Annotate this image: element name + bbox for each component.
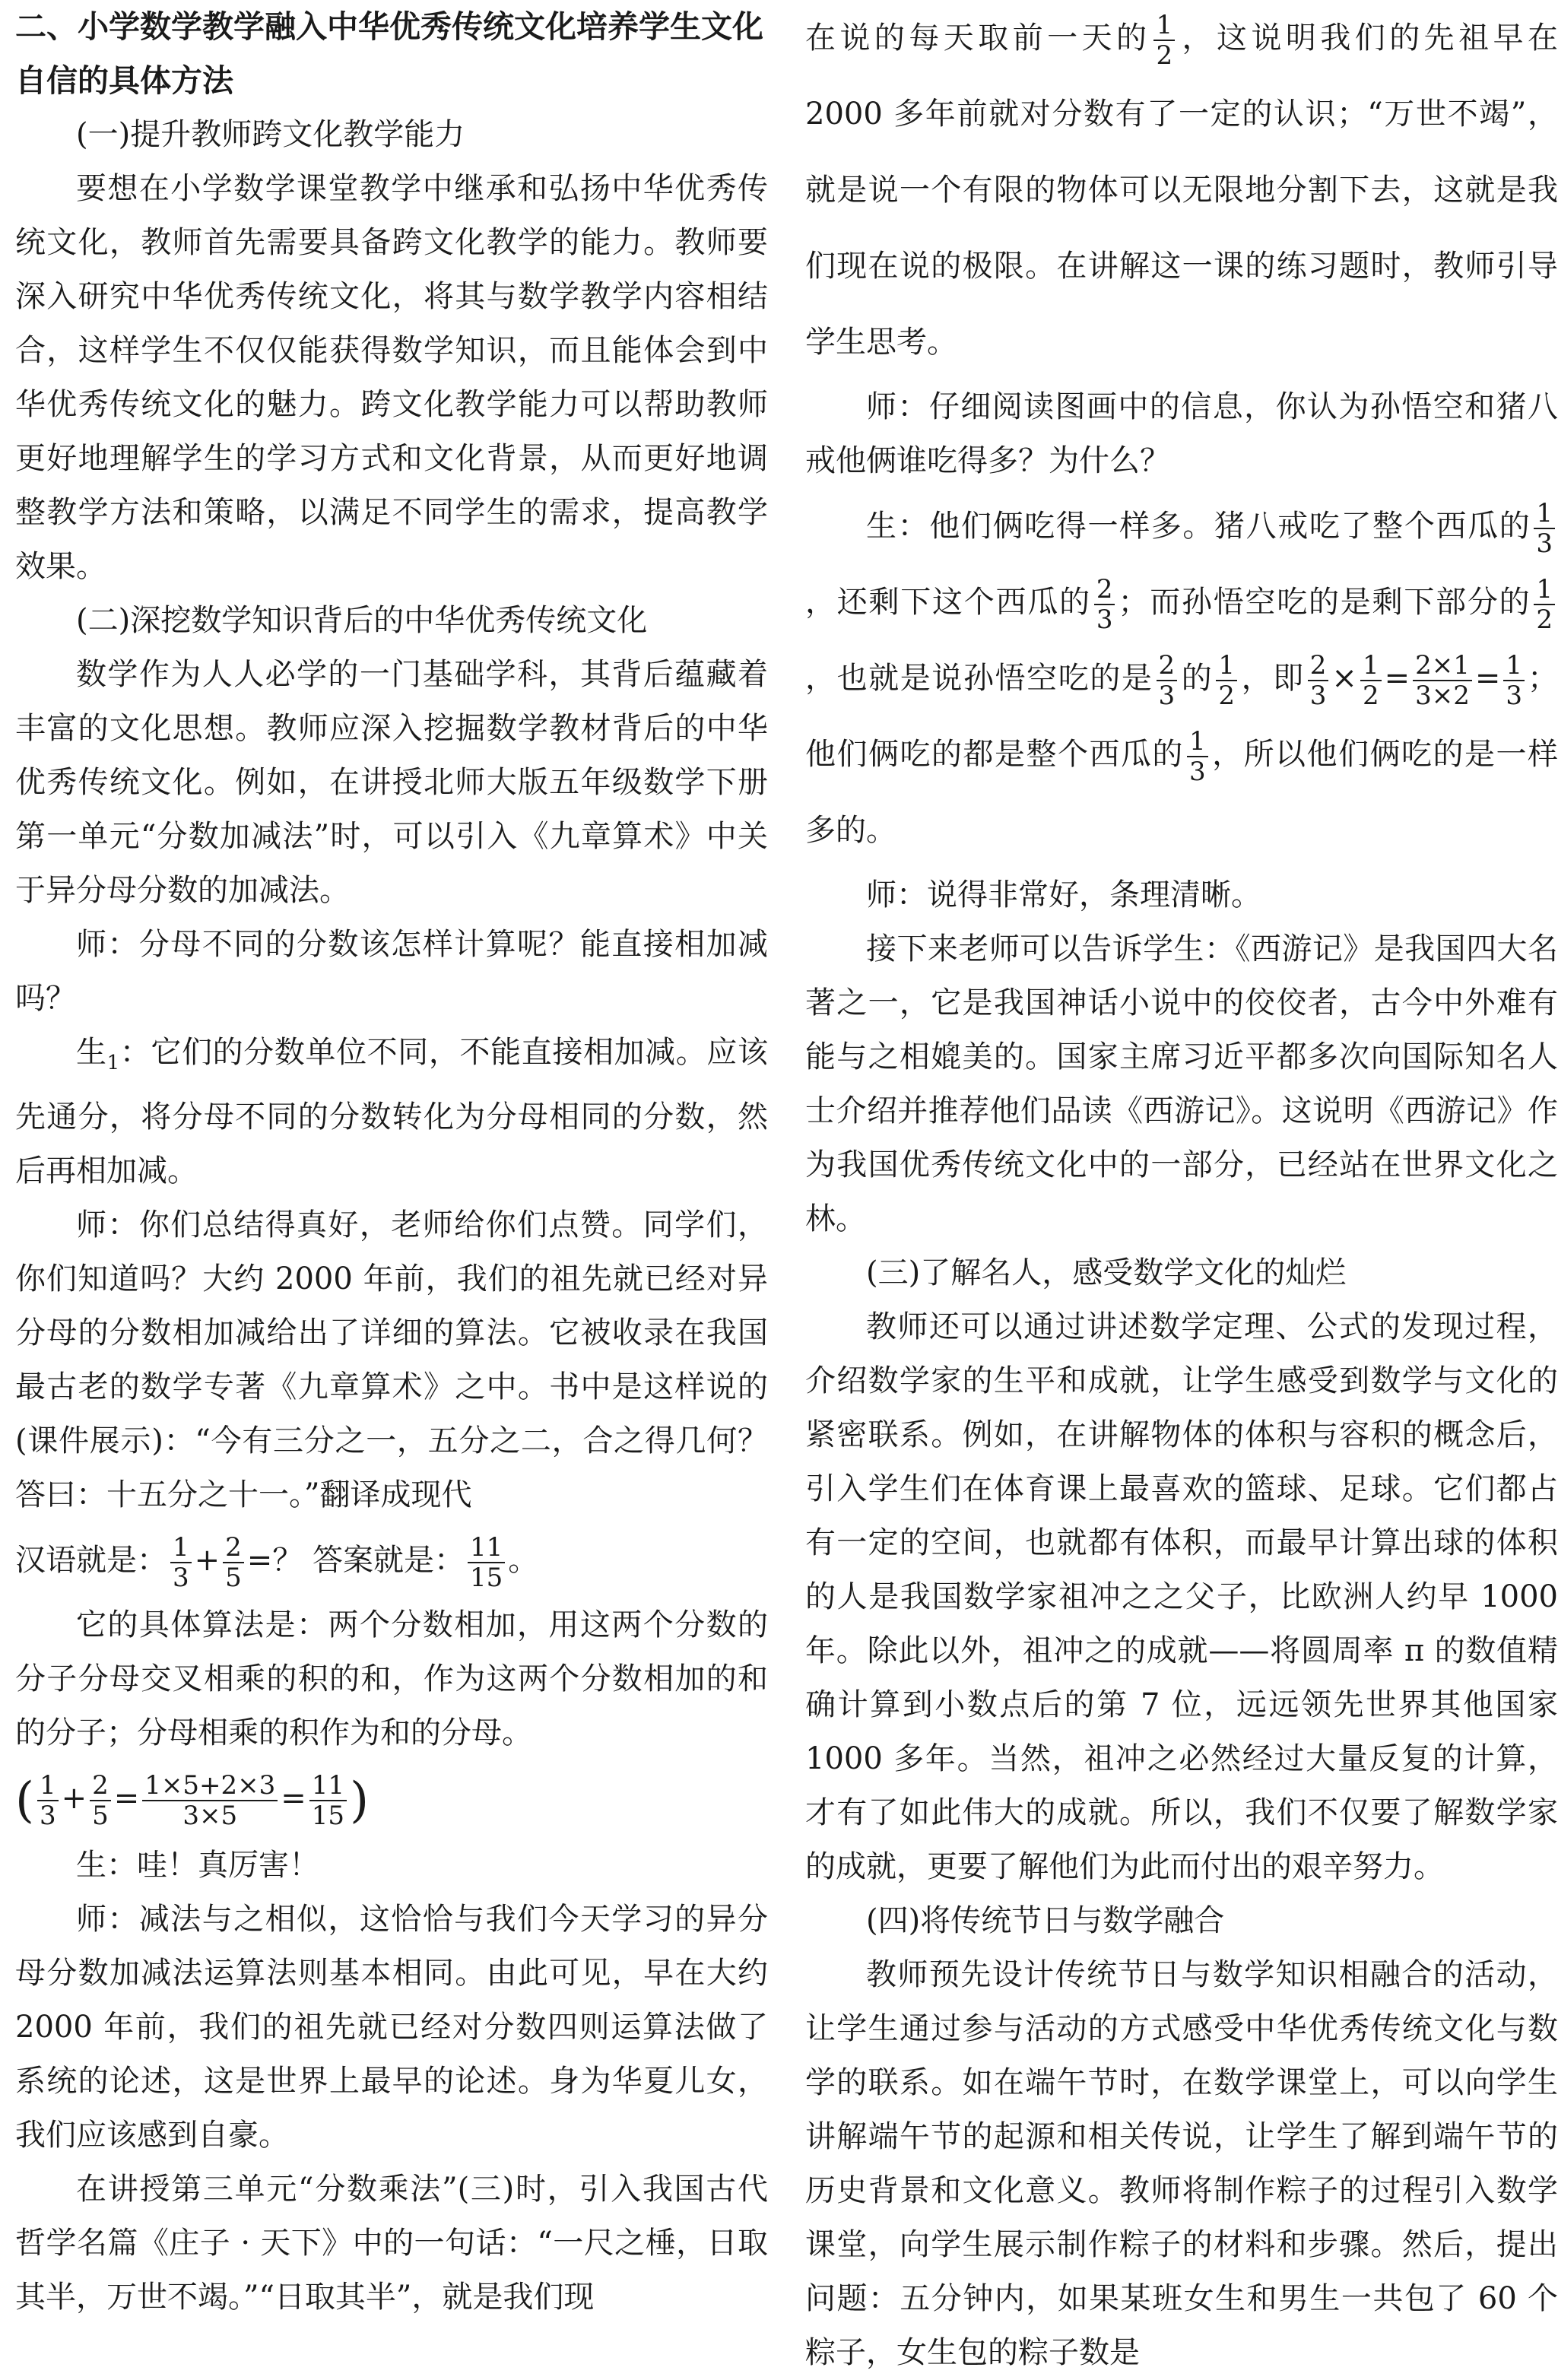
denominator: 3 (1506, 681, 1523, 711)
fraction-1-2 (1360, 651, 1382, 710)
denominator: 15 (311, 1801, 345, 1831)
dialogue-teacher: 师：说得非常好，条理清晰。 (866, 877, 1261, 912)
plus-sign: + (194, 1543, 221, 1578)
fraction-1-3 (1503, 651, 1525, 710)
denominator: 3 (1096, 605, 1113, 635)
numerator: 1 (1216, 651, 1237, 681)
numerator: 2 (1094, 575, 1115, 605)
plus-sign: + (61, 1781, 87, 1816)
fraction-2-3 (1094, 575, 1115, 634)
inline-text: 分的 (1467, 585, 1531, 620)
inline-text: 在说的每天取前一天的 (805, 21, 1151, 56)
dialogue-teacher: 师：减法与之相似，这恰恰与我们今天学习的异分母分数加减法运算法则基本相同。由此可见，早在大约 2000 年前，我们的祖先就已经对分数四则运算法做了系统的论述，这是世界上最早的论述。身为华夏儿女，我们应该感到自豪。 (15, 1902, 768, 2153)
numerator: 2 (1308, 651, 1329, 681)
inline-text: 生：他们俩吃得一样多。猪八戒吃了整个西瓜 (866, 509, 1499, 544)
numerator: 2 (223, 1533, 244, 1563)
subsection-title-1: (一)提升教师跨文化教学能力 (76, 117, 465, 152)
inline-text: ，还剩下这个西瓜的 (805, 585, 1091, 620)
fraction-2-5 (90, 1771, 111, 1830)
dialogue-student (15, 1026, 768, 1198)
paragraph-continued (805, 0, 1558, 380)
numerator: 1 (170, 1533, 192, 1563)
fraction-1-3 (1534, 499, 1555, 558)
dialogue-student (805, 488, 1558, 868)
paren-close: ) (350, 1772, 370, 1829)
denominator: 5 (225, 1563, 242, 1593)
fraction-1-2 (1153, 11, 1175, 70)
denominator: 3 (173, 1563, 189, 1593)
equals-sign: = (113, 1781, 140, 1816)
equals-sign: = (281, 1781, 306, 1816)
paragraph: 接下来老师可以告诉学生：《西游记》是我国四大名著之一，它是我国神话小说中的佼佼者，古今中外难有能与之相媲美的。国家主席习近平都多次向国际知名人士介绍并推荐他们品读《西游记》。这说明《西游记》作为我国优秀传统文化中的一部分，已经站在世界文化之林。 (805, 931, 1558, 1236)
dialogue-teacher: 师：仔细阅读图画中的信息，你认为孙悟空和猪八戒他俩谁吃得多？为什么？ (805, 389, 1558, 478)
paren-open: ( (15, 1772, 34, 1829)
fraction-2-3 (1157, 651, 1178, 710)
denominator: 3 (1309, 681, 1327, 711)
fraction-1-2 (1216, 651, 1237, 710)
inline-text: ，也就是说孙悟空吃的是 (805, 661, 1153, 696)
denominator: 3 (1188, 757, 1206, 787)
times-sign: × (1331, 661, 1357, 696)
inline-text: 汉语就是： (15, 1543, 167, 1578)
inline-text: =？ 答案就是： (246, 1543, 465, 1578)
fraction-1-2 (1534, 575, 1555, 634)
fraction-2-3 (1308, 651, 1329, 710)
numerator: 1 (1153, 11, 1175, 41)
numerator: 2 (90, 1771, 111, 1801)
dialogue-student: 生：哇！真厉害！ (76, 1848, 319, 1883)
subsection-title-4: (四)将传统节日与数学融合 (866, 1903, 1225, 1938)
paragraph: 在讲授第三单元“分数乘法”(三)时，引入我国古代哲学名篇《庄子 · 天下》中的一句话：“一尺之棰，日取其半，万世不竭。”“日取其半”，就是我们现 (15, 2172, 768, 2315)
fraction-line (15, 1522, 768, 1598)
right-column (805, 0, 1558, 2380)
denominator: 15 (470, 1563, 503, 1593)
denominator: 3×5 (182, 1801, 238, 1831)
inline-text: ，即 (1240, 661, 1305, 696)
numerator: 1 (1187, 727, 1208, 757)
paragraph: 要想在小学数学课堂教学中继承和弘扬中华优秀传统文化，教师首先需要具备跨文化教学的能力。教师要深入研究中华优秀传统文化，将其与数学教学内容相结合，这样学生不仅仅能获得数学知识，而且能体会到中华优秀传统文化的魅力。跨文化教学能力可以帮助教师更好地理解学生的学习方式和文化背景，从而更好地调整教学方法和策略，以满足不同学生的需求，提高教学效果。 (15, 171, 768, 584)
dialogue-teacher: 师：分母不同的分数该怎样计算呢？能直接相加减吗？ (15, 927, 768, 1016)
formula-line (15, 1760, 768, 1839)
speaker-label: 生 (76, 1035, 107, 1070)
denominator: 2 (1156, 40, 1173, 71)
numerator: 1 (1503, 651, 1525, 681)
inline-text: ；他们俩吃的都是整个西瓜的 (805, 661, 1558, 772)
fraction-expression (142, 1771, 278, 1830)
numerator: 1×5+2×3 (142, 1771, 278, 1801)
denominator: 2 (1362, 681, 1379, 711)
paragraph: 它的具体算法是：两个分数相加，用这两个分数的分子分母交叉相乘的积的和，作为这两个分数相加的和的分子；分母相乘的积作为和的分母。 (15, 1607, 768, 1750)
numerator: 11 (309, 1771, 347, 1801)
numerator: 2 (1157, 651, 1178, 681)
equals-sign: = (1474, 661, 1501, 696)
fraction-expression (1413, 651, 1472, 710)
inline-text: ，所以他们俩吃的是一样多的。 (805, 737, 1558, 848)
inline-text: 的 (1180, 661, 1214, 696)
section-heading: 二、小学数学教学融入中华优秀传统文化培养学生文化自信的具体方法 (15, 8, 763, 99)
inline-text: 的 (1499, 509, 1531, 544)
denominator: 5 (92, 1801, 109, 1831)
speaker-subscript: 1 (106, 1052, 120, 1074)
dialogue-teacher: 师：你们总结得真好，老师给你们点赞。同学们，你们知道吗？大约 2000 年前，我们的祖先就已经对异分母的分数相加减给出了详细的算法。它被收录在我国最古老的数学专著《九章算术》之中。书中是这样说的(课件展示)：“今有三分之一，五分之二，合之得几何？答曰：十五分之十一。”翻译成现代 (15, 1207, 768, 1512)
fraction-11-15 (468, 1533, 505, 1592)
subsection-title-3: (三)了解名人，感受数学文化的灿烂 (866, 1255, 1347, 1290)
denominator: 3 (1536, 528, 1553, 559)
inline-text: ；而孙悟空吃的是剩下部 (1118, 585, 1468, 620)
numerator: 1 (37, 1771, 59, 1801)
denominator: 3 (1158, 681, 1176, 711)
subsection-title-2: (二)深挖数学知识背后的中华优秀传统文化 (76, 603, 648, 638)
fraction-11-15 (309, 1771, 347, 1830)
denominator: 3×2 (1415, 681, 1470, 711)
inline-text: ，这说明我们的先祖早在 2000 多年前就对分数有了一定的认识；“万世不竭”，就是说一个有限的物体可以无限地分割下去，这就是我们现在说的极限。在讲解这一课的练习题时，教师引导学生思考。 (805, 21, 1558, 360)
paragraph: 数学作为人人必学的一门基础学科，其背后蕴藏着丰富的文化思想。教师应深入挖掘数学教材背后的中华优秀传统文化。例如，在讲授北师大版五年级数学下册第一单元“分数加减法”时，可以引入《九章算术》中关于异分母分数的加减法。 (15, 657, 768, 908)
fraction-1-3 (170, 1533, 192, 1592)
denominator: 2 (1536, 605, 1553, 635)
numerator: 2×1 (1413, 651, 1472, 681)
inline-text: 。 (508, 1543, 539, 1578)
numerator: 11 (468, 1533, 505, 1563)
equals-sign: = (1384, 661, 1410, 696)
denominator: 3 (39, 1801, 56, 1831)
fraction-2-5 (223, 1533, 244, 1592)
numerator: 1 (1534, 499, 1555, 529)
paragraph: 教师还可以通过讲述数学定理、公式的发现过程，介绍数学家的生平和成就，让学生感受到数学与文化的紧密联系。例如，在讲解物体的体积与容积的概念后，引入学生们在体育课上最喜欢的篮球、足球。它们都占有一定的空间，也就都有体积，而最早计算出球的体积的人是我国数学家祖冲之之父子，比欧洲人约早 1000 年。除此以外，祖冲之的成就——将圆周率 π 的数值精确计算到小数点后的第 7 位，远远领先世界其他国家 1000 多年。当然，祖冲之必然经过大量反复的计算，才有了如此伟大的成就。所以，我们不仅要了解数学家的成就，更要了解他们为此而付出的艰辛努力。 (805, 1309, 1558, 1884)
left-column (15, 0, 768, 2324)
denominator: 2 (1218, 681, 1235, 711)
numerator: 1 (1534, 575, 1555, 605)
dialogue-text: ：它们的分数单位不同，不能直接相加减。应该先通分，将分母不同的分数转化为分母相同的分数，然后再相加减。 (15, 1035, 769, 1188)
paragraph: 教师预先设计传统节日与数学知识相融合的活动，让学生通过参与活动的方式感受中华优秀传统文化与数学的联系。如在端午节时，在数学课堂上，可以向学生讲解端午节的起源和相关传说，让学生了解到端午节的历史背景和文化意义。教师将制作粽子的过程引入数学课堂，向学生展示制作粽子的材料和步骤。然后，提出问题：五分钟内，如果某班女生和男生一共包了 60 个粽子，女生包的粽子数是 (805, 1957, 1558, 2370)
fraction-1-3 (1187, 727, 1208, 786)
numerator: 1 (1360, 651, 1382, 681)
fraction-1-3 (37, 1771, 59, 1830)
